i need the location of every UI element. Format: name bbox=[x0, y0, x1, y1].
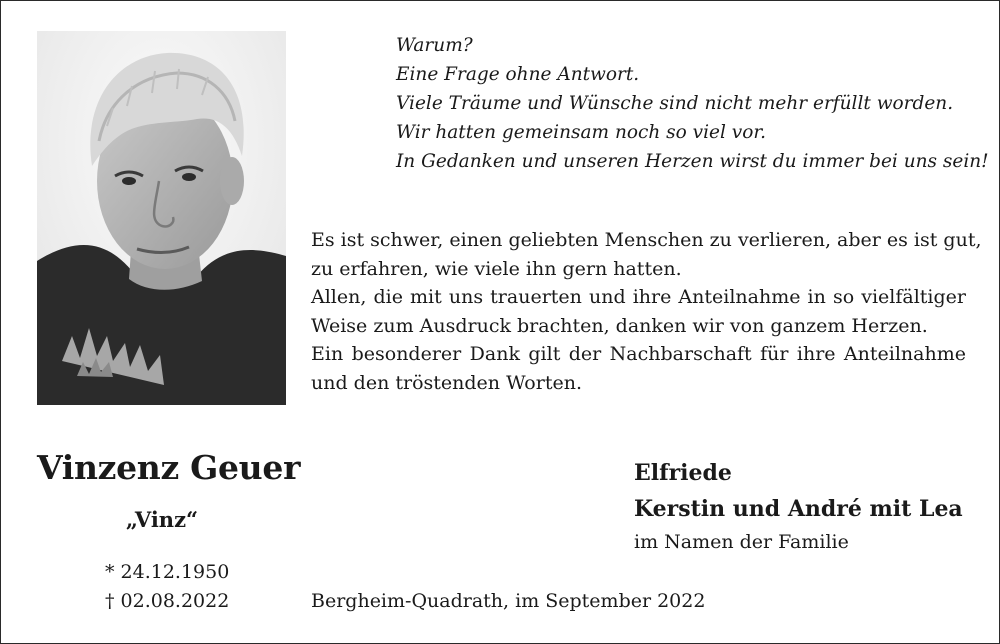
portrait-illustration bbox=[37, 31, 286, 405]
poem-line: Viele Träume und Wünsche sind nicht mehr erfüllt worden. bbox=[396, 93, 954, 114]
signatures bbox=[634, 455, 974, 557]
death-date: † 02.08.2022 bbox=[105, 590, 230, 612]
thanks-paragraph bbox=[311, 226, 982, 398]
poem bbox=[396, 31, 989, 176]
poem-line: In Gedanken und unseren Herzen wirst du immer bei uns sein! bbox=[396, 151, 989, 172]
deceased-name: Vinzenz Geuer bbox=[37, 448, 301, 487]
poem-line: Wir hatten gemeinsam noch so viel vor. bbox=[396, 122, 767, 143]
thanks-line: und den tröstenden Worten. bbox=[311, 371, 582, 394]
signature-note: im Namen der Familie bbox=[634, 531, 849, 553]
thanks-line: zu erfahren, wie viele ihn gern hatten. bbox=[311, 257, 682, 280]
thanks-line: Allen, die mit uns trauerten und ihre Anteilnahme in so vielfältiger bbox=[311, 286, 966, 309]
poem-line: Eine Frage ohne Antwort. bbox=[396, 64, 640, 85]
birth-date: * 24.12.1950 bbox=[105, 561, 230, 583]
signature-line: Kerstin und André mit Lea bbox=[634, 496, 963, 522]
thanks-line: Weise zum Ausdruck brachten, danken wir von ganzem Herzen. bbox=[311, 314, 928, 337]
thanks-line: Ein besonderer Dank gilt der Nachbarschaft für ihre Anteilnahme bbox=[311, 343, 966, 366]
place-and-date: Bergheim-Quadrath, im September 2022 bbox=[311, 590, 706, 612]
thanks-line: Es ist schwer, einen geliebten Menschen zu verlieren, aber es ist gut, bbox=[311, 229, 982, 251]
signature-line: Elfriede bbox=[634, 460, 732, 486]
portrait-photo bbox=[37, 31, 286, 405]
deceased-nickname: „Vinz“ bbox=[125, 507, 199, 532]
poem-line: Warum? bbox=[396, 35, 473, 56]
